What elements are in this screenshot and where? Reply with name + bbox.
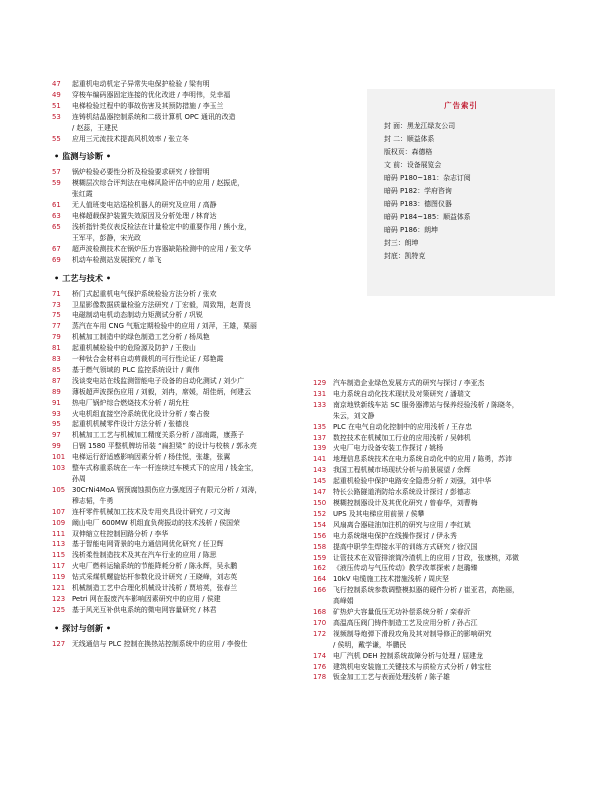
toc-entry[interactable]: [52, 101, 314, 112]
toc-entry[interactable]: [313, 443, 557, 454]
toc-entry[interactable]: [52, 561, 314, 572]
toc-page-number: 176: [313, 662, 327, 671]
toc-page-number: [52, 123, 72, 134]
toc-entry[interactable]: [52, 189, 314, 200]
toc-entry[interactable]: [313, 465, 557, 476]
toc-entry[interactable]: [52, 387, 314, 398]
toc-page-number: 147: [313, 488, 327, 497]
toc-title: 连铸机结晶器控制系统和二级计算机 OPC 通讯的改造: [72, 112, 236, 121]
toc-page-number: 55: [52, 134, 61, 143]
toc-page-number: 121: [52, 584, 66, 593]
toc-page-number: 97: [52, 431, 61, 440]
toc-page-number: 99: [52, 442, 61, 451]
ad-index-item: 封 面：黑龙江绿友公司: [384, 122, 456, 130]
toc-page-number: [313, 640, 333, 651]
toc-page-number: 154: [313, 520, 327, 529]
toc-title: 火电厂燃料运输系统的节能降耗分析 / 陈永辉，吴永鹏: [72, 562, 238, 571]
toc-entry[interactable]: [52, 419, 314, 430]
toc-title: 电梯超载保护装置失效原因及分析处理 / 林育达: [72, 212, 217, 221]
toc-page-number: 53: [52, 112, 61, 121]
toc-title: 基于风光互补供电系统的微电网容量研究 / 林君: [72, 605, 217, 614]
toc-title: 基于智能电网背景的电力通信网优化研究 / 任卫辉: [72, 540, 224, 549]
toc-title: 热电厂锅炉综合燃烧技术分析 / 胡允柱: [72, 398, 189, 407]
toc-title: 模糊层次综合评判法在电梯风险评估中的应用 / 赵振虎，: [72, 179, 245, 188]
toc-title: PLC 在电气自动化控制中的应用浅析 / 王存忠: [333, 422, 472, 431]
toc-title: 让管技术在双管排滚筒冷渣机上的应用 / 甘政，张康桃，邓微: [333, 553, 519, 562]
toc-title: 汽车制造企业绿色发展方式的研究与探讨 / 李亚杰: [333, 379, 485, 387]
toc-title: 高温高压阀门铸件制造工艺及应用分析 / 孙占江: [333, 618, 478, 627]
toc-page-number: [52, 496, 72, 507]
toc-entry[interactable]: [52, 233, 314, 244]
toc-page-number: 119: [52, 573, 66, 582]
toc-entry[interactable]: [52, 300, 314, 311]
toc-entry[interactable]: [52, 441, 314, 452]
toc-page-number: 109: [52, 518, 66, 527]
toc-page-number: 164: [313, 575, 327, 584]
toc-entry[interactable]: [313, 454, 557, 465]
toc-page-number: 89: [52, 387, 61, 396]
toc-entry[interactable]: [52, 255, 314, 266]
toc-page-number: 93: [52, 409, 61, 418]
toc-page-number: 83: [52, 355, 61, 364]
toc-page-number: 131: [313, 389, 327, 398]
toc-title: 起重机机械零件设计方法分析 / 张德良: [72, 420, 189, 429]
toc-page-number: 129: [313, 379, 327, 387]
toc-title: 无人值班变电站巡检机器人的研究及应用 / 高静: [72, 201, 217, 210]
toc-page-number: 141: [313, 455, 327, 464]
ad-index-item: 暗码 P184~185：顺益体系: [384, 213, 471, 221]
toc-entry[interactable]: [313, 487, 557, 498]
toc-entry[interactable]: [313, 563, 557, 574]
toc-page-number: 51: [52, 101, 61, 110]
toc-page-number: 69: [52, 255, 61, 264]
toc-page-number: 117: [52, 562, 66, 571]
ad-index-item: 封 二：顺益体系: [384, 135, 435, 143]
toc-title: 薄板超声波探伤应用 / 刘毅，刘冉，席媛，胡佳炳，何建云: [72, 387, 251, 396]
toc-title: 飞行控制系统参数调整模拟器的硬件分析 / 崔亚君，高艳丽，: [333, 586, 519, 595]
toc-entry[interactable]: [313, 531, 557, 542]
toc-entry[interactable]: [52, 639, 314, 650]
toc-entry[interactable]: [52, 605, 314, 616]
ad-index-item: 暗码 P183：德图仪器: [384, 200, 452, 208]
toc-title: 孙周: [72, 475, 86, 483]
toc-title: 30CrNi4MoA 钢预腐蚀损伤应力强度因子有限元分析 / 刘涛，: [72, 485, 262, 494]
toc-title: 浅谈变电站在线监测智能电子设备的自动化测试 / 刘少广: [72, 376, 245, 385]
toc-entry[interactable]: [52, 134, 314, 145]
toc-title: 阚山电厂 600MW 机组直负荷振动的技术浅析 / 侯国荣: [72, 518, 240, 527]
toc-page-number: 137: [313, 433, 327, 442]
toc-title: 整车式称重系统在一车一杆连续过车模式下的应用 / 钱金宝，: [72, 464, 258, 473]
toc-title: 模糊控制器设计及其优化研究 / 曾春华，刘曹梅: [333, 498, 478, 507]
toc-entry[interactable]: [52, 518, 314, 529]
ad-index-box: [367, 89, 555, 296]
ad-index-item: 文 前：设备展览会: [384, 161, 442, 169]
ad-index-item: 暗码 P186：朗坤: [384, 226, 438, 234]
toc-entry[interactable]: [313, 509, 557, 520]
toc-title: 电磁制动电机动态制动力矩测试分析 / 巩锐: [72, 311, 203, 320]
toc-page-number: 47: [52, 80, 61, 88]
toc-entry[interactable]: [313, 400, 557, 411]
toc-entry[interactable]: [313, 651, 557, 662]
toc-entry[interactable]: [52, 123, 314, 134]
toc-page-number: 145: [313, 477, 327, 486]
toc-title: 蒸汽在车用 CNG 气瓶定期检验中的应用 / 刘萍，王雄，栗丽: [72, 322, 257, 331]
toc-title: 机械制造工艺中合理化机械设计浅析 / 贾培英，张春兰: [72, 584, 238, 593]
toc-page-number: 115: [52, 551, 66, 560]
toc-title: 提高中职学生焊接水平的训练方式研究 / 徐汉国: [333, 542, 478, 551]
toc-entry[interactable]: [313, 640, 557, 651]
ad-index-item: 版权页：森德格: [384, 148, 433, 156]
toc-entry[interactable]: [313, 542, 557, 553]
toc-title: 建筑机电安装施工关键技术与质检方式分析 / 韩宝柱: [333, 662, 492, 671]
toc-page-number: 67: [52, 244, 61, 253]
toc-entry[interactable]: [52, 167, 314, 178]
toc-title: 机械加工工艺与机械加工精度关系分析 / 邵南霞，康燕子: [72, 431, 245, 440]
toc-title: 基于燃气领域的 PLC 监控系统设计 / 黄伟: [72, 365, 200, 374]
toc-entry[interactable]: [52, 463, 314, 474]
toc-entry[interactable]: [52, 398, 314, 409]
toc-title: 火电厂电力设备安装工作探讨 / 姚杨: [333, 444, 444, 453]
toc-title: 火电机组直接空冷系统优化设计分析 / 秦占俊: [72, 409, 210, 418]
toc-title: 南京地铁新线车站 SC 服务器滞站与保养经验浅析 / 陈晓冬，: [333, 400, 519, 409]
toc-page-number: 57: [52, 168, 61, 177]
toc-title: 风扇离合器硅油加注机的研究与应用 / 李红斌: [333, 520, 471, 529]
toc-page-number: 125: [52, 605, 66, 614]
toc-entry[interactable]: [52, 112, 314, 123]
toc-page-number: 159: [313, 553, 327, 562]
toc-page-number: 127: [52, 639, 66, 648]
toc-entry[interactable]: [313, 476, 557, 487]
toc-entry[interactable]: [313, 433, 557, 444]
toc-page-number: 103: [52, 464, 66, 473]
toc-title: / 赵蕊，王建民: [72, 123, 118, 132]
section-heading: • 监测与诊断 •: [54, 151, 112, 162]
toc-page-number: 172: [313, 629, 327, 638]
toc-page-number: 73: [52, 300, 61, 309]
toc-title: 视频制导炮弹下滑段攻角及其对制导修正的影响研究: [333, 629, 492, 638]
toc-title: 王军平，彭静，宋光政: [72, 233, 141, 242]
toc-entry[interactable]: [313, 553, 557, 564]
toc-page-number: 139: [313, 444, 327, 453]
toc-title: 机动车检测站发展探究 / 单飞: [72, 255, 162, 264]
toc-entry[interactable]: [52, 452, 314, 463]
ad-index-item: 封三：朗坤: [384, 239, 419, 247]
toc-entry[interactable]: [313, 618, 557, 629]
toc-title: 穿梭车编码器固定连接的优化改进 / 李明伟，兑幸福: [72, 90, 231, 99]
toc-title: 起重机电动机定子异常失电保护检验 / 梁有明: [72, 80, 210, 88]
toc-page-number: 59: [52, 179, 61, 188]
toc-page-number: 65: [52, 222, 61, 231]
toc-entry[interactable]: [52, 496, 314, 507]
toc-title: 穆志韬，牛勇: [72, 496, 114, 505]
toc-title: 连杆零件机械加工技术及专用夹具设计研究 / 刁文海: [72, 507, 231, 516]
toc-page-number: 105: [52, 485, 66, 494]
toc-page-number: 143: [313, 466, 327, 475]
toc-title: 无线通信与 PLC 控制在换热站控制系统中的应用 / 李俊仕: [72, 639, 248, 648]
toc-page-number: 152: [313, 509, 327, 518]
toc-entry[interactable]: [52, 365, 314, 376]
toc-entry[interactable]: [313, 389, 557, 400]
toc-page-number: 95: [52, 420, 61, 429]
toc-title: 朱云，刘文静: [333, 411, 375, 420]
toc-title: 浅析指针类仪表反检法在计量检定中的重要作用 / 熊小龙，: [72, 222, 251, 231]
toc-entry[interactable]: [313, 498, 557, 509]
toc-entry[interactable]: [52, 90, 314, 101]
toc-title: 矿热炉大容量低压无功补偿系统分析 / 栾春沂: [333, 608, 471, 617]
toc-page-number: 174: [313, 651, 327, 660]
toc-entry[interactable]: [52, 289, 314, 300]
toc-title: 锅炉检验必要性分析及检验要求研究 / 徐智明: [72, 168, 210, 177]
toc-title: 张红霞: [72, 190, 93, 199]
toc-page-number: 178: [313, 673, 327, 682]
toc-page-number: 85: [52, 365, 61, 374]
toc-entry[interactable]: [52, 332, 314, 343]
toc-title: 桥门式起重机电气保护系统检验方法分析 / 张欢: [72, 289, 217, 298]
toc-title: 数控技术在机械加工行业的应用浅析 / 吴韩机: [333, 433, 471, 442]
toc-title: 一种钛合金材料自动剪裁机的可行性论证 / 郑艳霞: [72, 355, 224, 364]
toc-title: / 侯明，戴学谦，毕鹏民: [333, 640, 407, 649]
toc-entry[interactable]: [313, 596, 557, 607]
toc-entry[interactable]: [52, 539, 314, 550]
toc-page-number: [313, 596, 333, 607]
toc-title: Petri 网在报废汽车影响因素研究中的应用 / 侯建: [72, 594, 221, 603]
toc-page-number: [52, 189, 72, 200]
section-heading: • 工艺与技术 •: [54, 272, 112, 283]
toc-entry[interactable]: [313, 422, 557, 433]
ad-index-item: 暗码 P182：学府咨询: [384, 187, 452, 195]
toc-entry[interactable]: [52, 583, 314, 594]
toc-title: 《液压传动与气压传动》教学改革探索 / 赵璐臻: [333, 564, 478, 573]
toc-page-number: 162: [313, 564, 327, 573]
toc-entry[interactable]: [52, 321, 314, 332]
toc-entry[interactable]: [313, 672, 557, 683]
ad-index-item: 封底：凯特克: [384, 252, 426, 260]
toc-entry[interactable]: [313, 411, 557, 422]
toc-title: 地理信息系统技术在电力系统自动化中的应用 / 陈勇，苏沛: [333, 455, 512, 464]
toc-title: 电力系统继电保护在线操作探讨 / 伊永秀: [333, 531, 457, 540]
toc-page-number: 113: [52, 540, 66, 549]
toc-entry[interactable]: [52, 244, 314, 255]
toc-entry[interactable]: [313, 574, 557, 585]
toc-page-number: 101: [52, 453, 66, 462]
toc-entry[interactable]: [52, 430, 314, 441]
ad-index-list: [384, 120, 555, 263]
toc-title: 电力系统自动化技术现状及对策研究 / 潘瑞文: [333, 389, 471, 398]
toc-right-column: [313, 378, 557, 683]
toc-entry[interactable]: [52, 507, 314, 518]
toc-entry[interactable]: [52, 211, 314, 222]
toc-page-number: 81: [52, 344, 61, 353]
toc-page-number: [52, 233, 72, 244]
toc-title: 电梯运行舒适感影响因素分析 / 杨佳悦，张雄，张翼: [72, 453, 231, 462]
toc-entry[interactable]: [313, 607, 557, 618]
toc-title: 卫星影像数据质量检验方法研究 / 丁宏毅，周致翔，赵青良: [72, 300, 251, 309]
toc-page-number: 158: [313, 542, 327, 551]
toc-title: 超声波检测技术在锅炉压力容器缺陷检测中的应用 / 张文华: [72, 244, 251, 253]
toc-entry[interactable]: [313, 378, 557, 389]
toc-page-number: 135: [313, 422, 327, 431]
toc-page-number: 75: [52, 311, 61, 320]
toc-entry[interactable]: [52, 222, 314, 233]
ad-index-item: 暗码 P180~181：杂志订阅: [384, 174, 471, 182]
toc-title: 电梯检验过程中的事故伤害及其预防措施 / 李玉兰: [72, 101, 224, 110]
toc-page-number: 133: [313, 400, 327, 409]
toc-page-number: 87: [52, 376, 61, 385]
toc-page-number: 71: [52, 289, 61, 298]
toc-title: 高峰娟: [333, 597, 354, 606]
toc-entry[interactable]: [52, 550, 314, 561]
toc-page-number: 77: [52, 322, 61, 331]
toc-page-number: 107: [52, 507, 66, 516]
toc-title: 钻式采煤机螺旋钻杆参数化设计研究 / 王晓峰，刘志英: [72, 573, 238, 582]
toc-title: 特长公路隧道消防给水系统设计探讨 / 彭德志: [333, 488, 471, 497]
toc-entry[interactable]: [52, 354, 314, 365]
toc-entry[interactable]: [52, 200, 314, 211]
toc-page-number: 166: [313, 586, 327, 595]
toc-page-number: 91: [52, 398, 61, 407]
toc-page-number: 168: [313, 608, 327, 617]
toc-title: 日钢 1580 平整机牌坊吊装 “扁担梁” 的设计与校核 / 郭永亮: [72, 442, 257, 451]
toc-entry[interactable]: [313, 585, 557, 596]
toc-title: 10kV 电缆施工技术措施浅析 / 周庆坚: [333, 575, 449, 584]
toc-title: 钣金加工工艺与表面处理浅析 / 陈子雄: [333, 673, 450, 682]
toc-entry[interactable]: [313, 520, 557, 531]
toc-title: 浅析柔性制造技术及其在汽车行业的应用 / 陈思: [72, 551, 217, 560]
toc-title: 起重机械检验中的危险源及防护 / 王俊山: [72, 344, 196, 353]
toc-entry[interactable]: [52, 474, 314, 485]
toc-entry[interactable]: [313, 629, 557, 640]
toc-entry[interactable]: [52, 310, 314, 321]
toc-page-number: 170: [313, 618, 327, 627]
toc-title: 双伸缩立柱控制回路分析 / 李华: [72, 529, 169, 538]
toc-page-number: 61: [52, 201, 61, 210]
toc-page-number: 49: [52, 90, 61, 99]
toc-entry[interactable]: [52, 376, 314, 387]
toc-page-number: 111: [52, 529, 66, 538]
toc-page-number: [313, 411, 333, 422]
toc-entry[interactable]: [52, 178, 314, 189]
toc-title: 起重机检验中保护电路安全隐患分析 / 刘强，刘中华: [333, 477, 492, 486]
toc-entry[interactable]: [52, 594, 314, 605]
toc-entry[interactable]: [52, 409, 314, 420]
toc-title: UPS 及其电梯应用前景 / 侯攀: [333, 509, 425, 518]
toc-entry[interactable]: [52, 572, 314, 583]
toc-entry[interactable]: [52, 79, 314, 90]
section-heading: • 探讨与创新 •: [54, 622, 112, 633]
toc-left-column: [52, 79, 314, 650]
toc-page-number: 123: [52, 594, 66, 603]
toc-entry[interactable]: [52, 529, 314, 540]
toc-page-number: 150: [313, 498, 327, 507]
toc-entry[interactable]: [52, 343, 314, 354]
toc-entry[interactable]: [52, 485, 314, 496]
toc-title: 我国工程机械市场现状分析与前景展望 / 余辉: [333, 466, 471, 475]
toc-entry[interactable]: [313, 662, 557, 673]
toc-page-number: 63: [52, 212, 61, 221]
toc-page-number: 79: [52, 333, 61, 342]
toc-page-number: 156: [313, 531, 327, 540]
toc-title: 电厂汽机 DEH 控制系统故障分析与处理 / 屈建龙: [333, 651, 483, 660]
toc-title: 机械加工制造中的绿色制造工艺分析 / 杨凤艳: [72, 333, 210, 342]
ad-index-title: 广告索引: [444, 101, 478, 110]
toc-page-number: [52, 474, 72, 485]
toc-title: 应用三元流技术提高风机效率 / 张立冬: [72, 134, 189, 143]
